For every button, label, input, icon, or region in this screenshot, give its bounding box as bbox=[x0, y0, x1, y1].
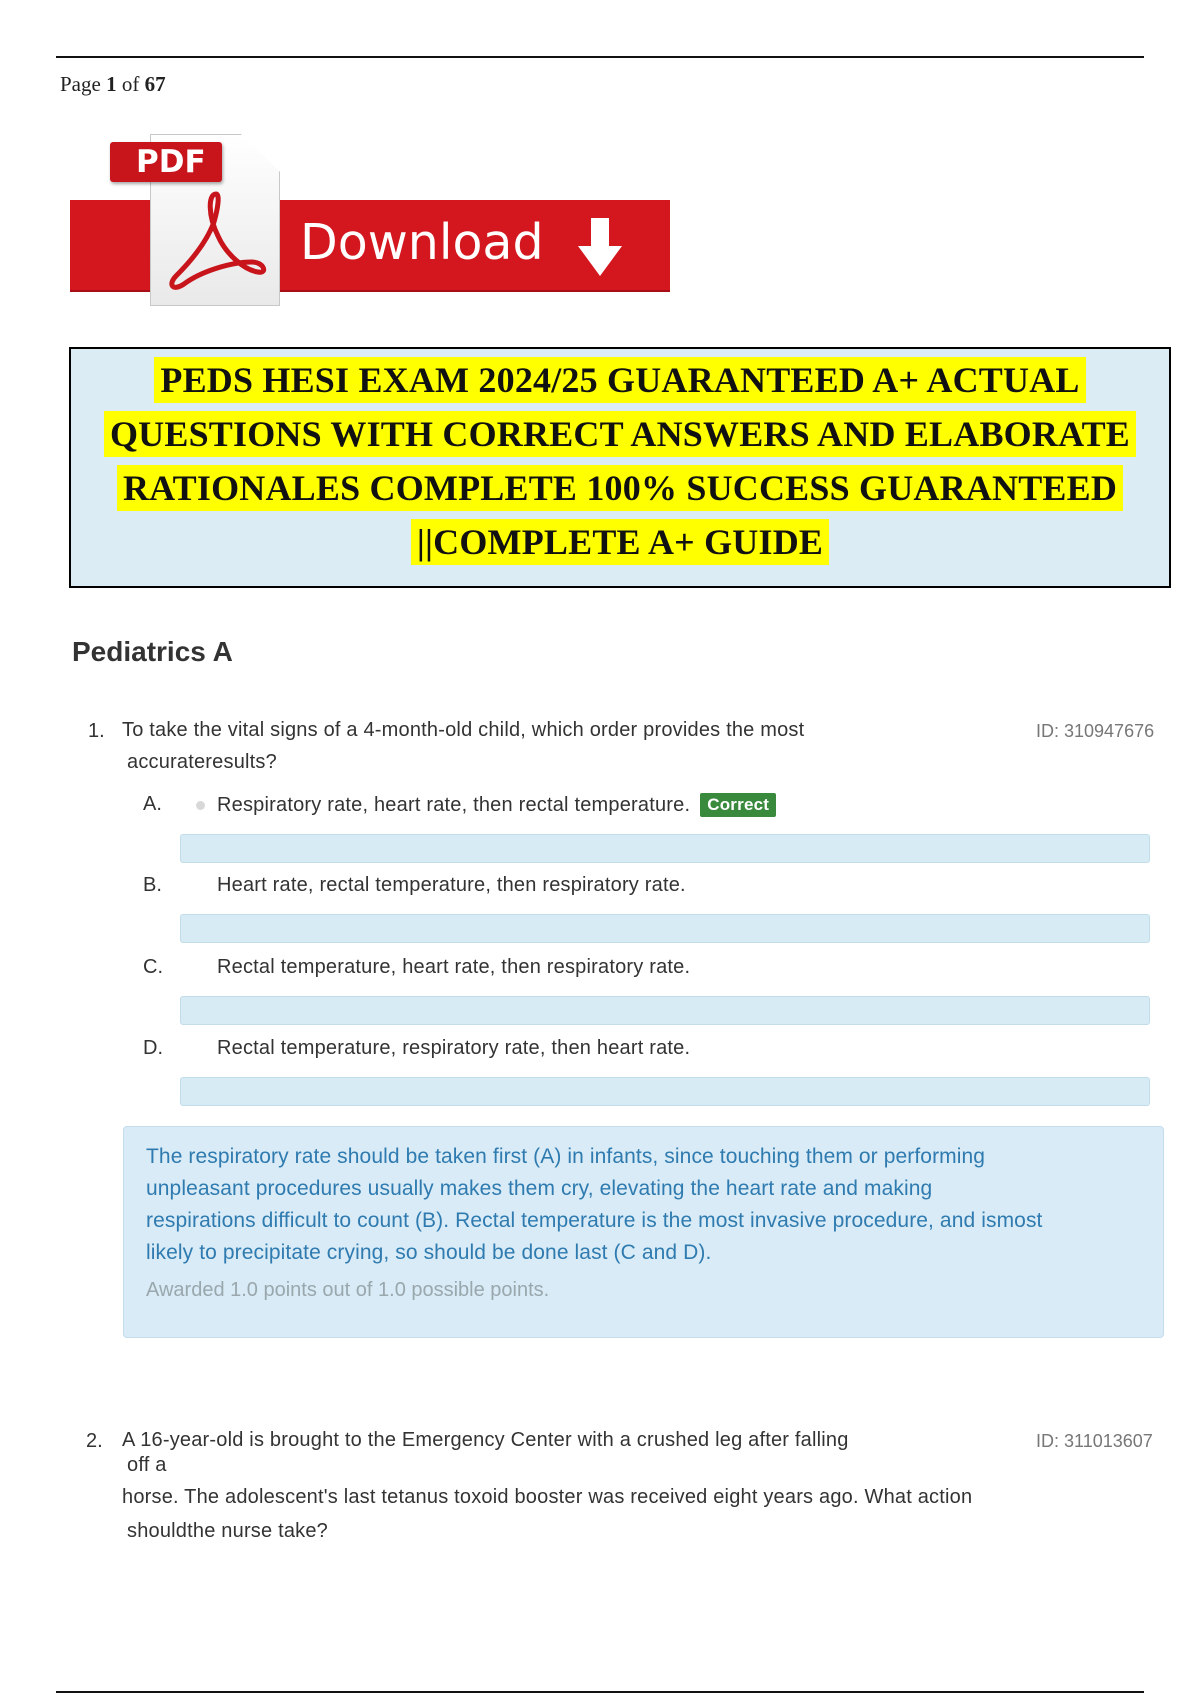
page-total: 67 bbox=[144, 72, 166, 96]
choice-a-feedback-bar bbox=[180, 834, 1150, 863]
rationale-text: The respiratory rate should be taken first (A) in infants, since touching them or performing unpleasant procedures usually makes them cry, elevating the heart rate and making respirations difficult to count (B). Rectal temperature is the most invasive procedure, and ismost likely to precipitate crying, so should be done last (C and D). bbox=[146, 1145, 1043, 1264]
title-line-2: QUESTIONS WITH CORRECT ANSWERS AND ELABORATE bbox=[104, 411, 1136, 457]
pdf-file-icon bbox=[110, 134, 240, 310]
page-current: 1 bbox=[106, 72, 117, 96]
document-title-box bbox=[69, 347, 1171, 588]
choice-b-text[interactable]: Heart rate, rectal temperature, then respiratory rate. bbox=[217, 874, 686, 896]
question-2-text-line-2: off a bbox=[127, 1454, 167, 1476]
question-2-id: ID: 311013607 bbox=[1036, 1431, 1153, 1451]
section-title: Pediatrics A bbox=[72, 636, 233, 667]
choice-c-text[interactable]: Rectal temperature, heart rate, then respiratory rate. bbox=[217, 956, 691, 978]
choice-a-label[interactable]: Respiratory rate, heart rate, then rectal temperature. bbox=[217, 794, 691, 816]
page-label: Page bbox=[60, 72, 101, 96]
pdf-label: PDF bbox=[110, 142, 222, 182]
choice-d-feedback-bar bbox=[180, 1077, 1150, 1106]
question-1-id: ID: 310947676 bbox=[1036, 721, 1155, 741]
choice-a-radio[interactable] bbox=[196, 801, 205, 810]
bottom-rule bbox=[56, 1691, 1144, 1693]
title-line-3: RATIONALES COMPLETE 100% SUCCESS GUARANTEED bbox=[117, 465, 1123, 511]
choice-a-text[interactable] bbox=[217, 793, 776, 817]
choice-a-letter: A. bbox=[143, 793, 162, 815]
question-1-number: 1. bbox=[88, 720, 105, 742]
question-2-text-line-4: shouldthe nurse take? bbox=[127, 1520, 329, 1542]
pdf-download-banner[interactable] bbox=[70, 134, 670, 310]
title-line-4: ||COMPLETE A+ GUIDE bbox=[411, 519, 829, 565]
acrobat-logo-icon bbox=[160, 186, 270, 296]
correct-badge: Correct bbox=[700, 793, 776, 817]
question-1-text-line-2: accurateresults? bbox=[127, 751, 277, 773]
page-indicator bbox=[60, 72, 166, 97]
download-label[interactable]: Download bbox=[300, 214, 544, 271]
awarded-points: Awarded 1.0 points out of 1.0 possible points. bbox=[146, 1279, 550, 1301]
top-rule bbox=[56, 56, 1144, 58]
choice-b-letter: B. bbox=[143, 874, 162, 896]
choice-d-text[interactable]: Rectal temperature, respiratory rate, then heart rate. bbox=[217, 1037, 691, 1059]
choice-c-feedback-bar bbox=[180, 996, 1150, 1025]
question-2-text-line-3: horse. The adolescent's last tetanus toxoid booster was received eight years ago. What action bbox=[122, 1486, 973, 1508]
choice-b-feedback-bar bbox=[180, 914, 1150, 943]
question-2-text-line-1: A 16-year-old is brought to the Emergency Center with a crushed leg after falling bbox=[122, 1429, 849, 1451]
choice-c-letter: C. bbox=[143, 956, 163, 978]
question-2-number: 2. bbox=[86, 1430, 103, 1452]
question-1-text-line-1: To take the vital signs of a 4-month-old child, which order provides the most bbox=[122, 719, 805, 741]
page-of-label: of bbox=[121, 72, 140, 96]
rationale-box bbox=[123, 1126, 1164, 1338]
title-line-1: PEDS HESI EXAM 2024/25 GUARANTEED A+ ACTUAL bbox=[154, 357, 1085, 403]
choice-d-letter: D. bbox=[143, 1037, 163, 1059]
download-arrow-icon bbox=[576, 216, 624, 278]
